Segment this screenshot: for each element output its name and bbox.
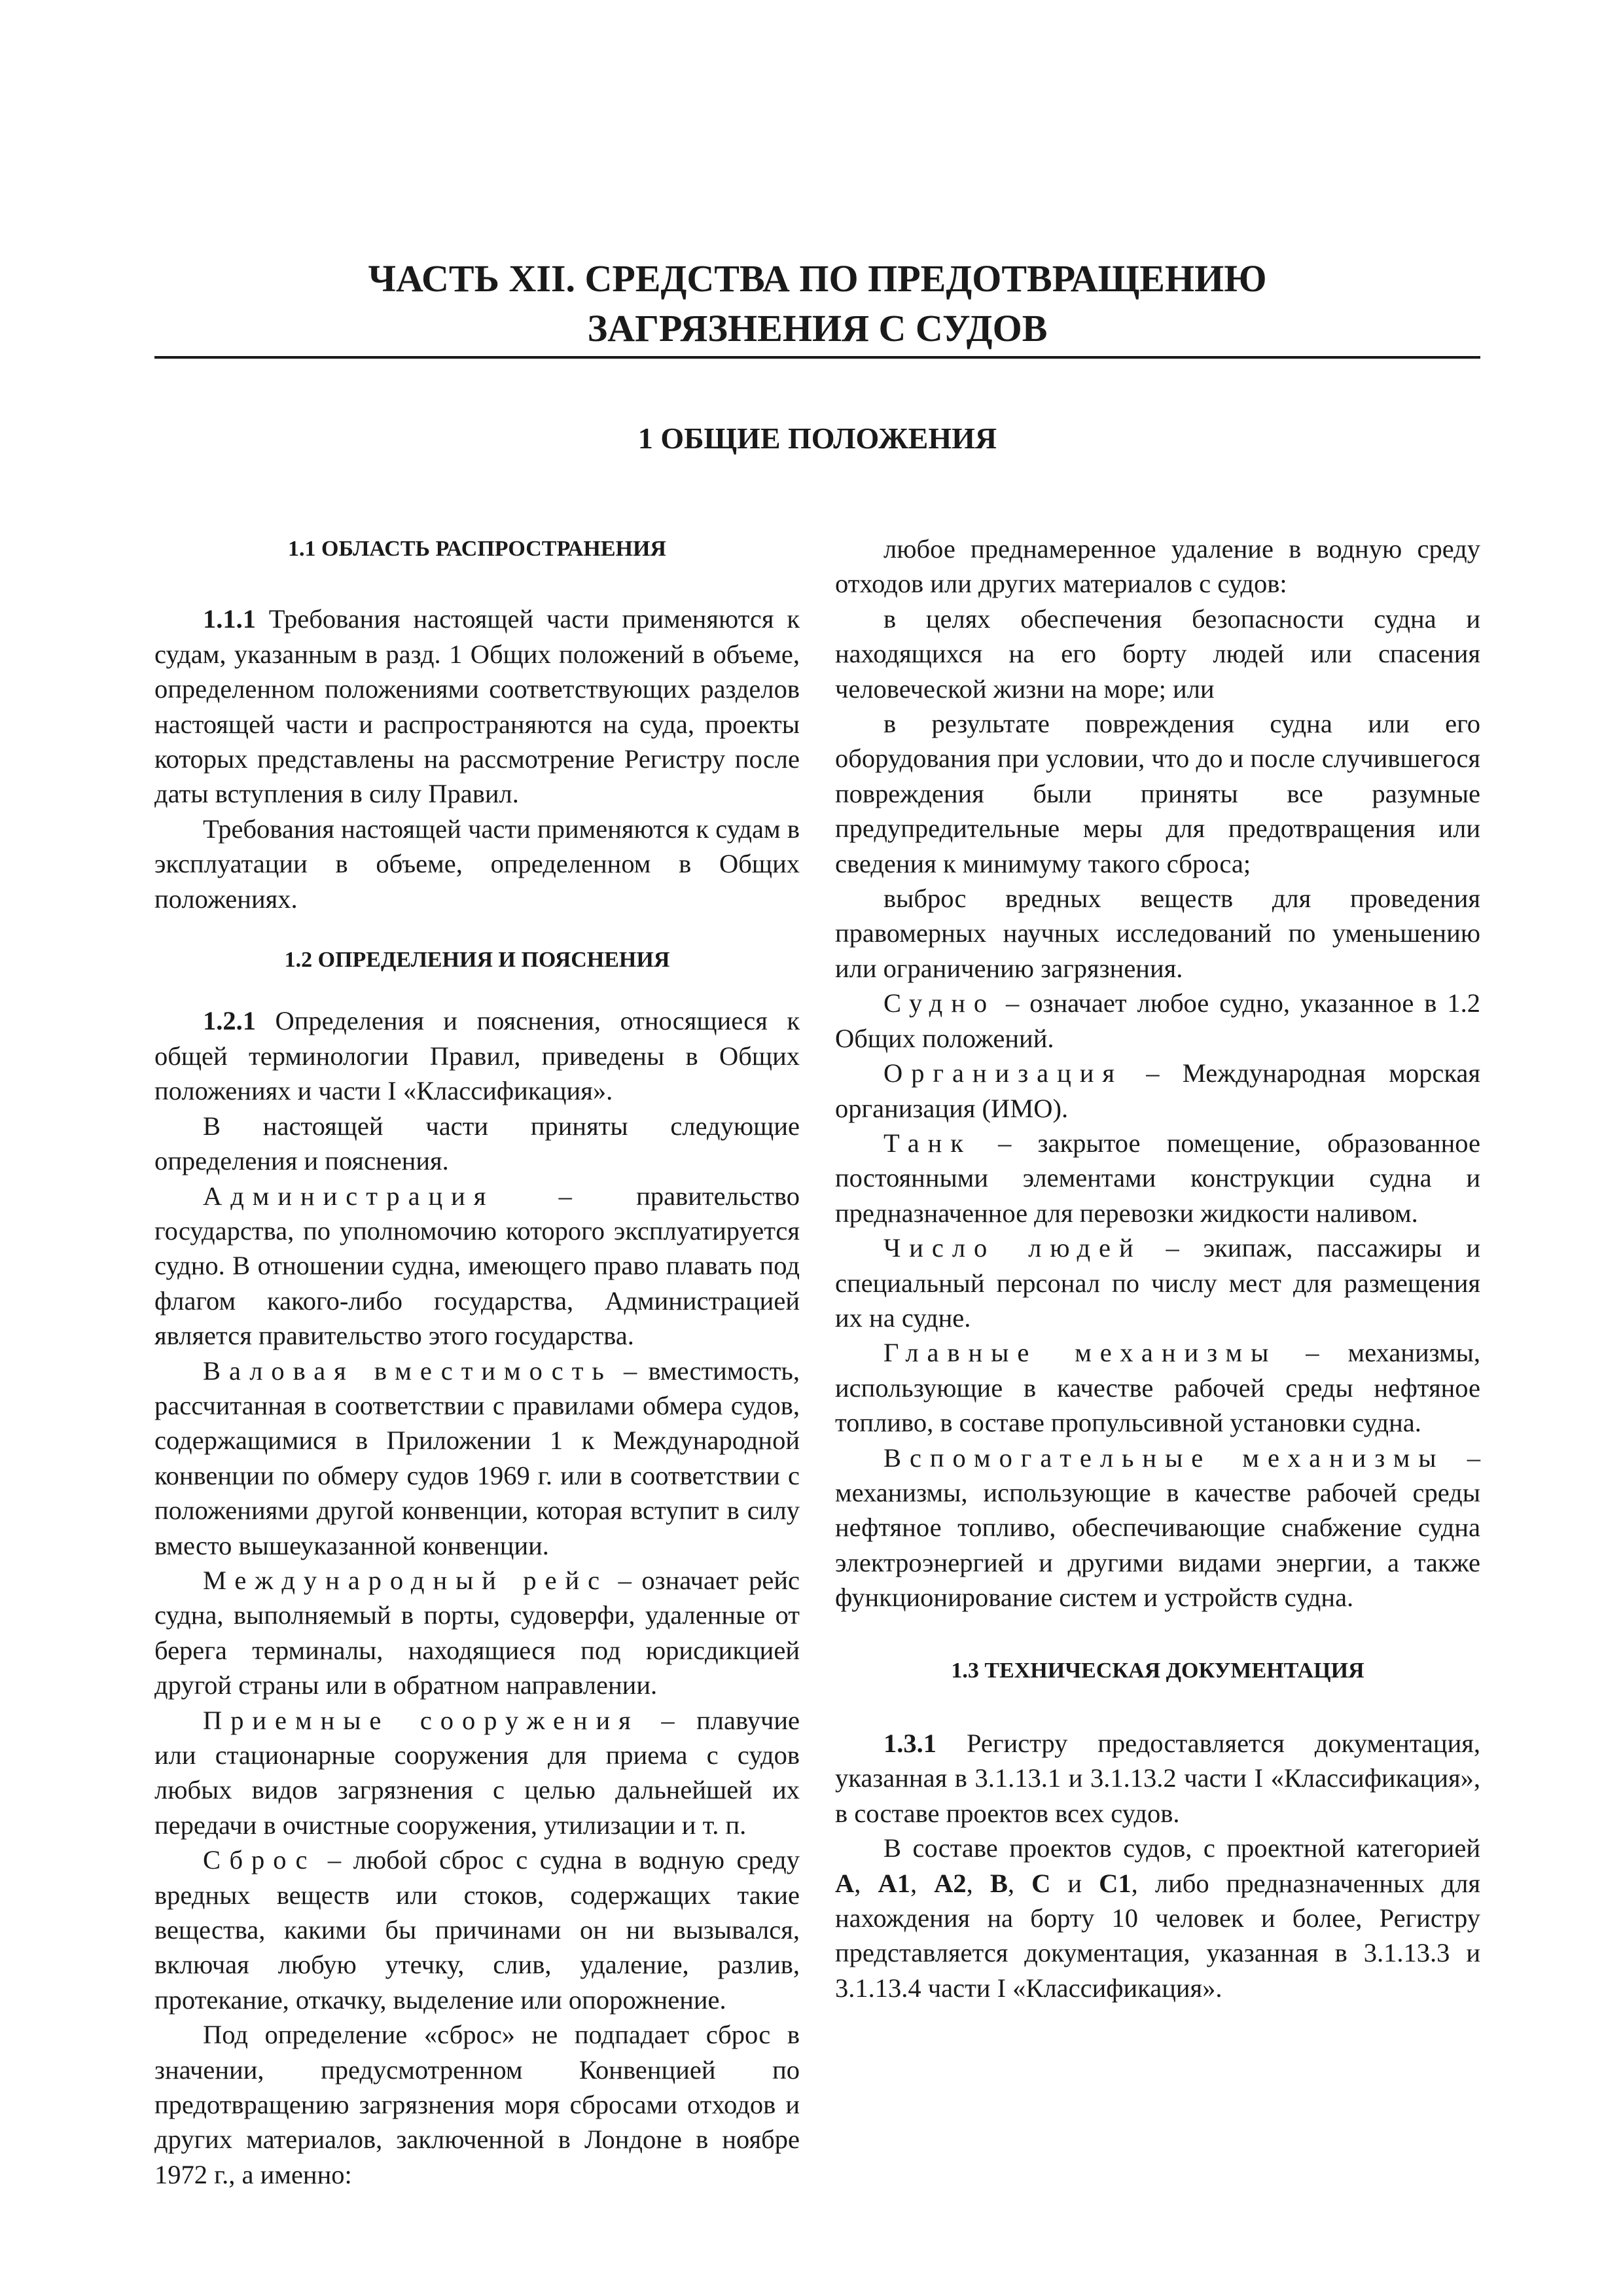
definition-ship [835, 986, 1480, 1056]
paragraph-1-1-1-continued: Требования настоящей части применяются к судам в эксплуатации в объеме, определенном в Общих положениях. [154, 814, 800, 914]
paragraph-1-3-1 [835, 1726, 1480, 1831]
exclusion-item-2: в целях обеспечения безопасности судна и находящихся на его борту людей или спасения человеческой жизни на море; или [835, 603, 1480, 704]
definition-term: Сброс [203, 1845, 316, 1875]
definition-discharge [154, 1842, 800, 2017]
definition-text: – означает любое судно, указанное в 1.2 Общих положений. [835, 988, 1480, 1053]
definition-term: Танк [883, 1128, 972, 1158]
paragraph-text: В составе проектов судов, с проектной категорией [883, 1833, 1480, 1863]
separator: , [854, 1868, 878, 1898]
paragraph-number: 1.2.1 [203, 1006, 256, 1036]
definition-term: Приемные сооружения [203, 1705, 639, 1735]
part-title [154, 254, 1480, 353]
definition-organization [835, 1056, 1480, 1126]
category-mark: A [835, 1868, 855, 1898]
definition-text: – закрытое помещение, образованное постоянными элементами конструкции судна и предназначенное для перевозки жидкости наливом. [835, 1128, 1480, 1228]
definition-gross-tonnage [154, 1354, 800, 1563]
paragraph-1-2-1 [154, 1003, 800, 1108]
title-rule [154, 356, 1480, 359]
definition-auxiliary-machinery [835, 1441, 1480, 1615]
definition-number-of-persons [835, 1230, 1480, 1335]
section-heading-1-3: 1.3 ТЕХНИЧЕСКАЯ ДОКУМЕНТАЦИЯ [951, 1658, 1364, 1683]
category-mark: B [990, 1868, 1008, 1898]
definition-text: – плавучие или стационарные сооружения для приема с судов любых видов загрязнения с целью дальнейшей их передачи в очистные сооружения, утилизации и т. п. [154, 1705, 800, 1840]
definition-term: Администрация [203, 1181, 495, 1211]
definition-reception-facilities [154, 1703, 800, 1843]
definition-tank [835, 1126, 1480, 1230]
definition-text: – вместимость, рассчитанная в соответствии с правилами обмера судов, содержащимися в Приложении 1 к Международной конвенции по обмеру судов 1969 г. или в соответствии с положениями другой конвенции, которая вступит в силу вместо вышеуказанной конвенции. [154, 1355, 800, 1560]
exclusion-item-3: в результате повреждения судна или его оборудования при условии, что до и после случившегося повреждения были приняты все разумные предупредительные меры для предотвращения или сведения к минимуму такого сброса; [835, 709, 1480, 878]
section-heading-1-1: 1.1 ОБЛАСТЬ РАСПРОСТРАНЕНИЯ [288, 537, 666, 561]
paragraph-1-3-1-categories [835, 1831, 1480, 2005]
part-title-line-2: ЗАГРЯЗНЕНИЯ С СУДОВ [587, 307, 1048, 350]
definition-term: Международный рейс [203, 1565, 609, 1595]
paragraph-number: 1.1.1 [203, 604, 256, 634]
definition-text: – механизмы, использующие в качестве рабочей среды нефтяное топливо, обеспечивающие снабжение судна электроэнергией и другими видами энергии, а также функционирование систем и устройств судна. [835, 1443, 1480, 1613]
exclusion-item-1: любое преднамеренное удаление в водную среду отходов или других материалов с судов: [835, 534, 1480, 599]
definition-term: Число людей [883, 1233, 1142, 1263]
definition-text: – любой сброс с судна в водную среду вредных веществ или стоков, содержащих такие вещества, какими бы причинами он ни вызывался, включая любую утечку, слив, удаление, разлив, протекание, откачку, выделение или опорожнение. [154, 1845, 800, 2015]
category-mark: A1 [878, 1868, 910, 1898]
left-column [154, 531, 800, 2192]
definition-text: – правительство государства, по уполномочию которого эксплуатируется судно. В отношении судна, имеющего право плавать под флагом какого-либо государства, Администрацией является правительство этого государства. [154, 1181, 800, 1351]
definition-term: Судно [883, 988, 996, 1018]
paragraph-1-2-1-intro: В настоящей части приняты следующие определения и пояснения. [154, 1111, 800, 1176]
definition-international-voyage [154, 1563, 800, 1703]
definition-text: – Международная морская организация (ИМО). [835, 1058, 1480, 1123]
definition-term: Вспомогательные механизмы [883, 1443, 1445, 1473]
paragraph-number: 1.3.1 [883, 1729, 936, 1758]
definition-term: Главные механизмы [883, 1338, 1277, 1368]
definition-term: Организация [883, 1058, 1123, 1088]
paragraph-text: , либо предназначенных для нахождения на борту 10 человек и более, Регистру представляется документация, указанная в 3.1.13.3 и 3.1.13.4 части I «Классификация». [835, 1868, 1480, 2003]
exclusion-item-4: выброс вредных веществ для проведения правомерных научных исследований по уменьшению или ограничению загрязнения. [835, 884, 1480, 983]
discharge-exclusion-intro: Под определение «сброс» не подпадает сброс в значении, предусмотренном Конвенцией по предотвращению загрязнения моря сбросами отходов и других материалов, заключенной в Лондоне в ноябре 1972 г., а именно: [154, 2020, 800, 2189]
separator: , [966, 1868, 990, 1898]
definition-main-machinery [835, 1335, 1480, 1440]
category-mark: A2 [934, 1868, 967, 1898]
chapter-title: 1 ОБЩИЕ ПОЛОЖЕНИЯ [637, 422, 997, 455]
part-title-line-1: ЧАСТЬ XII. СРЕДСТВА ПО ПРЕДОТВРАЩЕНИЮ [368, 257, 1267, 300]
paragraph-text: Регистру предоставляется документация, указанная в 3.1.13.1 и 3.1.13.2 части I «Классификация», в составе проектов всех судов. [835, 1729, 1480, 1828]
separator: и [1050, 1868, 1099, 1898]
definition-text: – механизмы, использующие в качестве рабочей среды нефтяное топливо, в составе пропульсивной установки судна. [835, 1338, 1481, 1438]
paragraph-1-1-1 [154, 601, 800, 811]
definition-term: Валовая вместимость [203, 1355, 613, 1386]
definition-text: – экипаж, пассажиры и специальный персонал по числу мест для размещения их на судне. [835, 1233, 1480, 1333]
section-heading-1-2: 1.2 ОПРЕДЕЛЕНИЯ И ПОЯСНЕНИЯ [284, 948, 670, 973]
definition-administration [154, 1179, 800, 1354]
right-column [835, 531, 1480, 2005]
category-mark: C1 [1099, 1868, 1132, 1898]
separator: , [910, 1868, 935, 1898]
definition-text: – означает рейс судна, выполняемый в порты, судоверфи, удаленные от берега терминалы, находящиеся под юрисдикцией другой страны или в обратном направлении. [154, 1565, 800, 1700]
paragraph-text: Определения и пояснения, относящиеся к общей терминологии Правил, приведены в Общих положениях и части I «Классификация». [154, 1006, 800, 1106]
paragraph-text: Требования настоящей части применяются к судам, указанным в разд. 1 Общих положений в объеме, определенном положениями соответствующих разделов настоящей части и распространяются на суда, проекты которых представлены на рассмотрение Регистру после даты вступления в силу Правил. [154, 604, 800, 809]
category-mark: C [1031, 1868, 1051, 1898]
separator: , [1007, 1868, 1032, 1898]
